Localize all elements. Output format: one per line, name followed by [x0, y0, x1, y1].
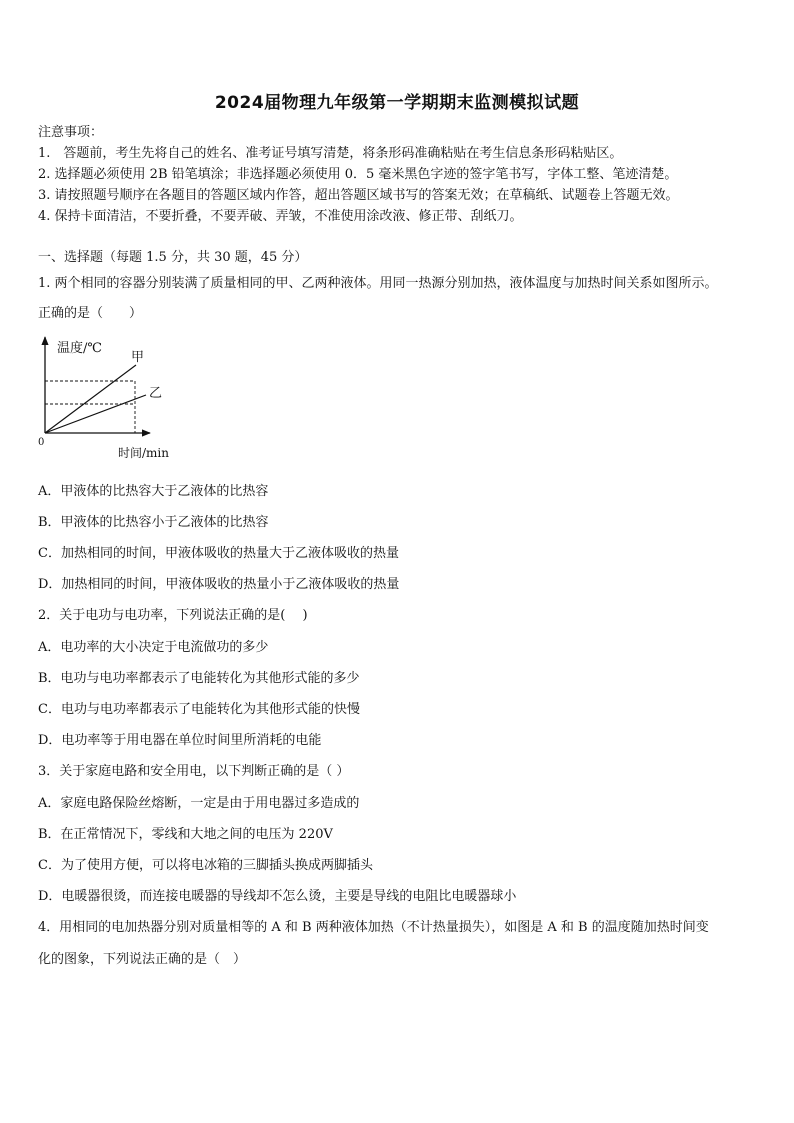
question-3-option: C．为了使用方便，可以将电冰箱的三脚插头换成两脚插头: [38, 858, 373, 873]
question-2-option: A．电功率的大小决定于电流做功的多少: [38, 640, 269, 655]
line-a-label: 甲: [131, 350, 145, 365]
question-1-option: B．甲液体的比热容小于乙液体的比热容: [38, 515, 269, 530]
section-heading: 一、选择题（每题 1.5 分，共 30 题，45 分）: [38, 250, 308, 265]
notice-item: 2. 选择题必须使用 2B 铅笔填涂；非选择题必须使用 0．5 毫米黑色字迹的签字笔书写，字体工整、笔迹清楚。: [38, 167, 678, 182]
x-axis-label: 时间/min: [118, 446, 169, 460]
temperature-time-graph: [34, 333, 184, 463]
question-2-option: B．电功与电功率都表示了电能转化为其他形式能的多少: [38, 671, 360, 686]
question-4-stem: 化的图象，下列说法正确的是（ ）: [38, 952, 247, 967]
origin-label: 0: [38, 437, 45, 448]
page-title: 2024届物理九年级第一学期期末监测模拟试题: [214, 93, 580, 113]
notice-item: 4. 保持卡面清洁，不要折叠，不要弄破、弄皱，不准使用涂改液、修正带、刮纸刀。: [38, 209, 523, 224]
notice-heading: 注意事项：: [38, 125, 104, 140]
question-2-stem: 2．关于电功与电功率，下列说法正确的是( ): [38, 608, 308, 623]
question-1-stem: 正确的是（ ）: [38, 306, 143, 321]
question-2-option: C．电功与电功率都表示了电能转化为其他形式能的快慢: [38, 702, 360, 717]
question-3-option: B．在正常情况下，零线和大地之间的电压为 220V: [38, 827, 333, 842]
y-axis-label: 温度/℃: [57, 341, 102, 356]
question-1-option: D．加热相同的时间，甲液体吸收的热量小于乙液体吸收的热量: [38, 577, 400, 592]
question-4-stem: 4．用相同的电加热器分别对质量相等的 A 和 B 两种液体加热（不计热量损失），如图是 A 和 B 的温度随加热时间变: [38, 920, 709, 935]
notice-item: 1. 答题前，考生先将自己的姓名、准考证号填写清楚，将条形码准确粘贴在考生信息条形码粘贴区。: [38, 146, 623, 161]
question-2-option: D．电功率等于用电器在单位时间里所消耗的电能: [38, 733, 322, 748]
question-1-stem: 1. 两个相同的容器分别装满了质量相同的甲、乙两种液体。用同一热源分别加热，液体温度与加热时间关系如图所示。: [38, 276, 718, 291]
question-1-option: A．甲液体的比热容大于乙液体的比热容: [38, 484, 269, 499]
line-b: [45, 395, 146, 433]
question-3-option: D．电暖器很烫，而连接电暖器的导线却不怎么烫，主要是导线的电阻比电暖器球小: [38, 889, 517, 904]
line-a: [45, 365, 136, 433]
question-3-option: A．家庭电路保险丝熔断，一定是由于用电器过多造成的: [38, 796, 360, 811]
question-3-stem: 3．关于家庭电路和安全用电，以下判断正确的是（ ）: [38, 764, 350, 779]
question-1-option: C．加热相同的时间，甲液体吸收的热量大于乙液体吸收的热量: [38, 546, 399, 561]
notice-item: 3. 请按照题号顺序在各题目的答题区域内作答，超出答题区域书写的答案无效；在草稿纸、试题卷上答题无效。: [38, 188, 679, 203]
line-b-label: 乙: [149, 386, 163, 401]
